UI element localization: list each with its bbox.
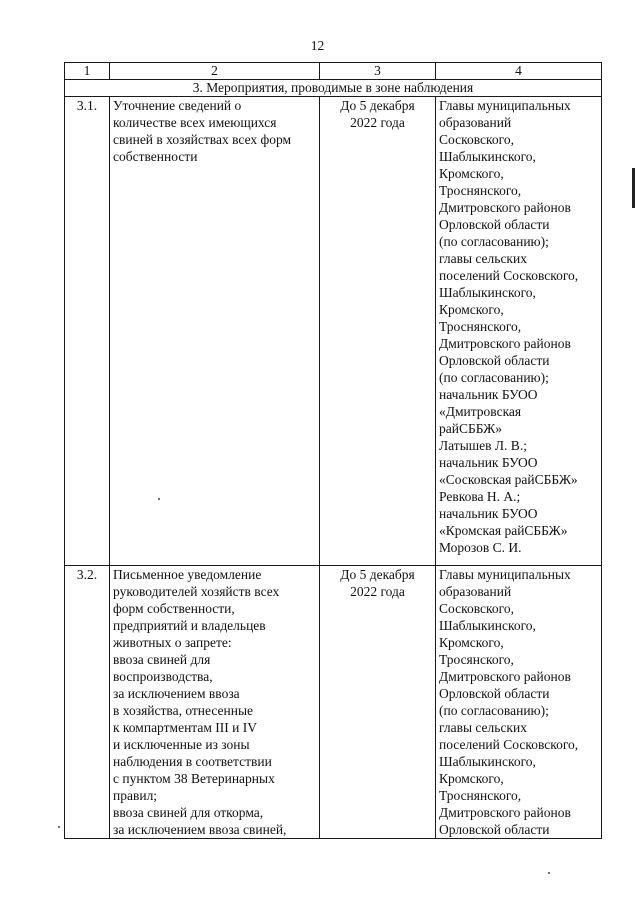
text-line: образований [439, 115, 512, 130]
scan-speck [158, 498, 160, 500]
text-line: 2022 года [350, 115, 405, 130]
text-line: Кромского, [439, 635, 504, 650]
section-row [65, 80, 602, 97]
text-line: Морозов С. И. [439, 540, 522, 555]
text-line: 2022 года [350, 584, 405, 599]
text-line: Кромского, [439, 166, 504, 181]
table-row [65, 566, 602, 839]
text-line: (по согласованию); [439, 703, 549, 718]
text-line: главы сельских [439, 251, 527, 266]
text-line: начальник БУОО [439, 387, 538, 402]
responsible-parties [436, 566, 602, 839]
text-line: Шаблыкинского, [439, 149, 536, 164]
text-line: за исключением ввоза [113, 686, 240, 701]
item-number: 3.2. [65, 566, 110, 839]
text-line: количестве всех имеющихся [113, 115, 277, 130]
text-line: Орловской области [439, 353, 550, 368]
text-line: в хозяйства, отнесенные [113, 703, 254, 718]
text-line: форм собственности, [113, 601, 235, 616]
deadline [320, 566, 436, 839]
text-line: начальник БУОО [439, 506, 538, 521]
text-line: поселений Сосковского, [439, 737, 579, 752]
text-line: животных о запрете: [113, 635, 232, 650]
section-title: 3. Мероприятия, проводимые в зоне наблюдения [65, 80, 602, 97]
text-line: собственности [113, 149, 198, 164]
text-line: Главы муниципальных [439, 98, 571, 113]
text-line: руководителей хозяйств всех [113, 584, 280, 599]
text-line: предприятий и владельцев [113, 618, 266, 633]
measures-table [64, 62, 602, 839]
text-line: и исключенные из зоны [113, 737, 250, 752]
text-line: Орловской области [439, 822, 550, 837]
text-line: «Сосковская райСББЖ» [439, 472, 578, 487]
text-line: Главы муниципальных [439, 567, 571, 582]
text-line: Тросянского, [439, 652, 514, 667]
text-line: «Дмитровская [439, 404, 522, 419]
text-line: Письменное уведомление [113, 567, 262, 582]
text-line: Троснянского, [439, 319, 522, 334]
item-number: 3.1. [65, 97, 110, 566]
text-line: ввоза свиней для [113, 652, 211, 667]
text-line: главы сельских [439, 720, 527, 735]
text-line: Дмитровского районов [439, 200, 571, 215]
text-line: за исключением ввоза свиней, [113, 822, 287, 837]
text-line: Троснянского, [439, 183, 522, 198]
text-line: Шаблыкинского, [439, 618, 536, 633]
task-description [110, 566, 320, 839]
text-line: с пунктом 38 Ветеринарных [113, 771, 275, 786]
text-line: Ревкова Н. А.; [439, 489, 521, 504]
text-line: До 5 декабря [340, 567, 415, 582]
task-description [110, 97, 320, 566]
text-line: воспроизводства, [113, 669, 213, 684]
text-line: Кромского, [439, 771, 504, 786]
text-line: к компартментам III и IV [113, 720, 257, 735]
text-line: поселений Сосковского, [439, 268, 579, 283]
text-line: Кромского, [439, 302, 504, 317]
text-line: Дмитровского районов [439, 805, 571, 820]
text-line: Орловской области [439, 217, 550, 232]
page-number: 12 [310, 38, 325, 53]
text-line: свиней в хозяйствах всех форм [113, 132, 292, 147]
text-line: наблюдения в соответствии [113, 754, 272, 769]
text-line: правил; [113, 788, 158, 803]
text-line: Дмитровского районов [439, 336, 571, 351]
text-line: (по согласованию); [439, 234, 549, 249]
scan-speck [58, 826, 60, 828]
scan-speck [548, 872, 550, 874]
column-number-1: 1 [65, 63, 110, 80]
column-number-3: 3 [320, 63, 436, 80]
text-line: До 5 декабря [340, 98, 415, 113]
text-line: Сосковского, [439, 601, 514, 616]
column-number-4: 4 [436, 63, 602, 80]
deadline [320, 97, 436, 566]
text-line: ввоза свиней для откорма, [113, 805, 264, 820]
text-line: Уточнение сведений о [113, 98, 242, 113]
text-line: «Кромская райСББЖ» [439, 523, 568, 538]
column-number-2: 2 [110, 63, 320, 80]
text-line: начальник БУОО [439, 455, 538, 470]
text-line: образований [439, 584, 512, 599]
column-number-row [65, 63, 602, 80]
text-line: Шаблыкинского, [439, 285, 536, 300]
text-line: Латышев Л. В.; [439, 438, 527, 453]
text-line: Сосковского, [439, 132, 514, 147]
text-line: Шаблыкинского, [439, 754, 536, 769]
responsible-parties [436, 97, 602, 566]
text-line: (по согласованию); [439, 370, 549, 385]
text-line: Орловской области [439, 686, 550, 701]
text-line: райСББЖ» [439, 421, 502, 436]
text-line: Дмитровского районов [439, 669, 571, 684]
table-row [65, 97, 602, 566]
text-line: Троснянского, [439, 788, 522, 803]
